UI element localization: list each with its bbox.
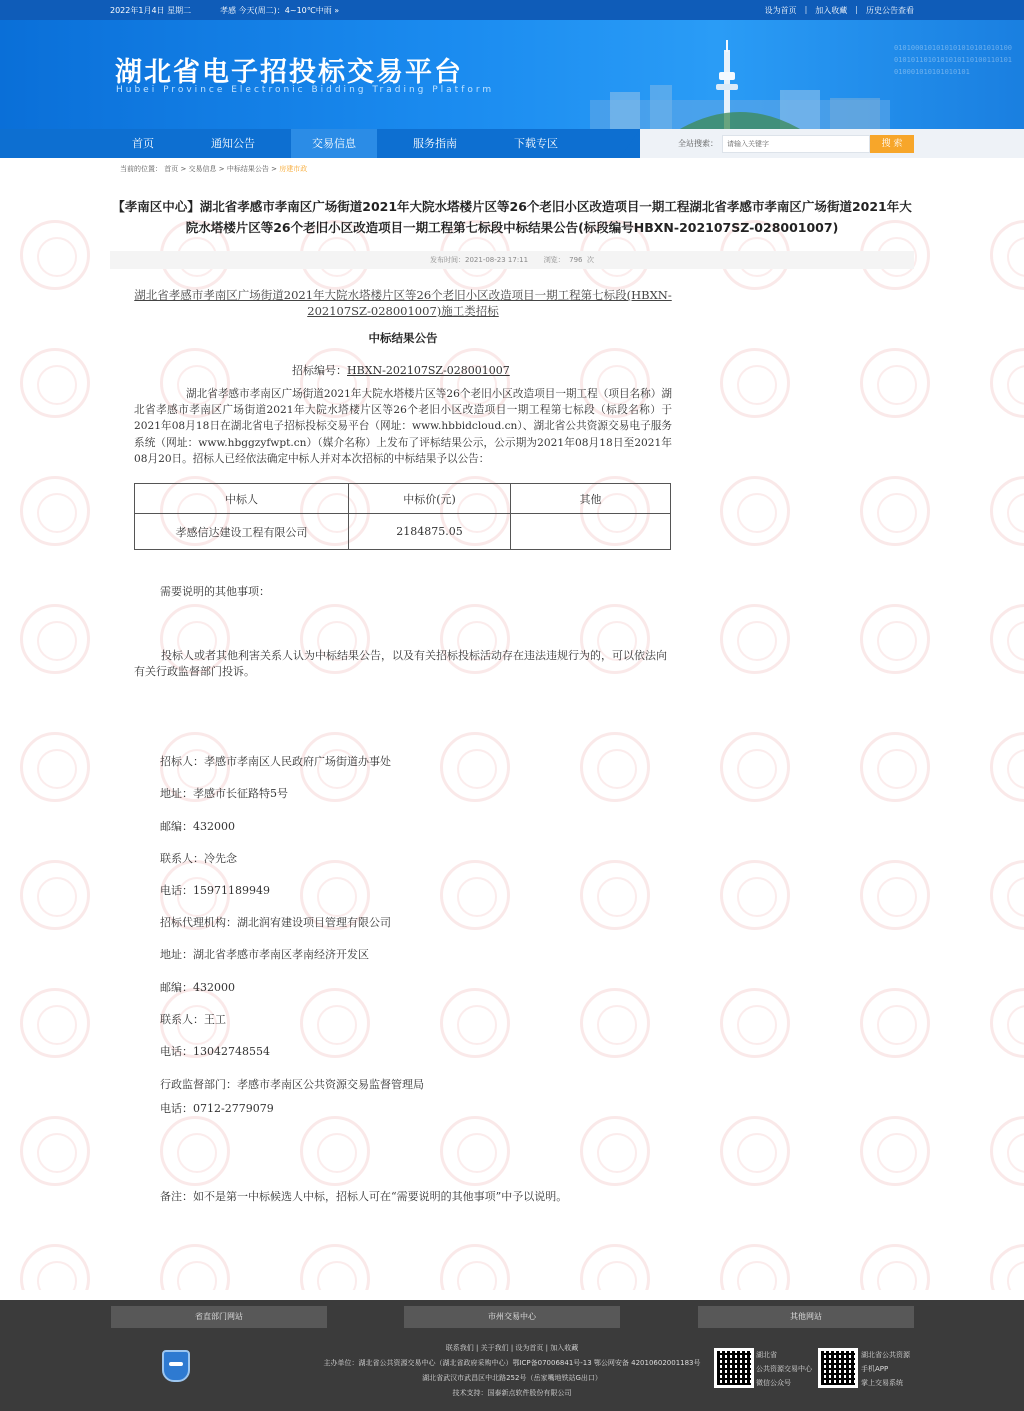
watermark-seal-icon [990, 220, 1024, 290]
table-header-price: 中标价(元) [349, 484, 511, 514]
contact-line: 地址：湖北省孝感市孝南区孝南经济开发区 [160, 948, 369, 961]
body-title: 湖北省孝感市孝南区广场街道2021年大院水塔楼片区等26个老旧小区改造项目一期工程第七标段(HBXN-202107SZ-028001007)施工类招标 [134, 288, 672, 318]
table-cell-price: 2184875.05 [349, 514, 511, 550]
watermark-seal-icon [20, 1244, 90, 1290]
watermark-seal-icon [300, 1244, 370, 1290]
watermark-seal-icon [860, 1116, 930, 1186]
wechat-qr-code [714, 1348, 754, 1388]
nav-downloads[interactable]: 下载专区 [514, 137, 558, 150]
watermark-seal-icon [440, 1244, 510, 1290]
watermark-seal-icon [440, 860, 510, 930]
contact-line: 电话：0712-2779079 [160, 1102, 274, 1115]
search-button[interactable]: 搜 索 [870, 135, 914, 153]
table-cell-winner: 孝感信达建设工程有限公司 [135, 514, 349, 550]
breadcrumb-home[interactable]: 首页 [164, 165, 179, 173]
watermark-seal-icon [300, 1116, 370, 1186]
contact-line: 邮编：432000 [160, 820, 235, 833]
watermark-seal-icon [720, 1116, 790, 1186]
views-unit: 次 [586, 256, 594, 264]
complaint-paragraph: 投标人或者其他利害关系人认为中标结果公告，以及有关招标投标活动存在违法违规行为的，可以依法向有关行政监督部门投诉。 [134, 649, 667, 678]
nav-slant-decoration [620, 129, 640, 158]
watermark-seal-icon [20, 348, 90, 418]
qr1-label-line: 公共资源交易中心 [756, 1365, 812, 1373]
watermark-seal-icon [440, 988, 510, 1058]
result-table [134, 483, 671, 550]
watermark-seal-icon [160, 1116, 230, 1186]
contact-line: 电话：13042748554 [160, 1045, 270, 1058]
watermark-seal-icon [860, 604, 930, 674]
footer-support: 技术支持：国泰新点软件股份有限公司 [452, 1389, 572, 1397]
table-header-winner: 中标人 [135, 484, 349, 514]
watermark-seal-icon [860, 732, 930, 802]
search-label: 全站搜索： [678, 139, 718, 148]
city-centers-box[interactable]: 市州交易中心 [404, 1306, 620, 1328]
publish-time: 2021-08-23 17:11 [465, 256, 529, 264]
qr1-label-line: 湖北省 [756, 1351, 777, 1359]
top-bar [0, 0, 1024, 20]
qr2-label-line: 掌上交易系统 [861, 1379, 903, 1387]
watermark-seal-icon [20, 860, 90, 930]
watermark-seal-icon [990, 860, 1024, 930]
breadcrumb-current: 房建市政 [279, 165, 308, 173]
qr1-label-line: 微信公众号 [756, 1379, 791, 1387]
watermark-seal-icon [720, 348, 790, 418]
views-count: 796 [569, 256, 583, 264]
watermark-seal-icon [20, 988, 90, 1058]
watermark-seal-icon [860, 988, 930, 1058]
watermark-seal-icon [580, 732, 650, 802]
contact-line: 电话：15971189949 [160, 884, 270, 897]
app-qr-code [818, 1348, 858, 1388]
top-links [765, 5, 914, 16]
watermark-seal-icon [440, 1116, 510, 1186]
set-homepage-link[interactable]: 设为首页 [764, 6, 797, 15]
watermark-seal-icon [990, 348, 1024, 418]
separator: | [804, 5, 808, 14]
site-footer [0, 1300, 1024, 1411]
watermark-seal-icon [580, 1244, 650, 1290]
contact-line: 招标代理机构：湖北润宥建设项目管理有限公司 [160, 916, 391, 929]
qr2-label-line: 手机APP [861, 1365, 889, 1373]
breadcrumb-result-notice[interactable]: 中标结果公告 [226, 165, 269, 173]
watermark-seal-icon [580, 988, 650, 1058]
site-subtitle: Hubei Province Electronic Bidding Trading Platform [116, 85, 495, 95]
other-sites-box[interactable]: 其他网站 [698, 1306, 914, 1328]
contact-line: 邮编：432000 [160, 981, 235, 994]
breadcrumb [120, 164, 307, 174]
remark-line: 备注：如不是第一中标候选人中标，招标人可在“需要说明的其他事项”中予以说明。 [160, 1190, 568, 1203]
watermark-seal-icon [720, 476, 790, 546]
provincial-sites-box[interactable]: 省直部门网站 [111, 1306, 327, 1328]
bid-number-label: 招标编号： [292, 364, 347, 377]
binary-decoration: 01010001010101010101010101000101011010101010110100110101010001010101010101 [894, 44, 1013, 76]
footer-sponsor: 主办单位：湖北省公共资源交易中心（湖北省政府采购中心）鄂ICP备07006841号-13 鄂公网安备 42010602001183号 [323, 1359, 701, 1367]
qr2-label [861, 1348, 910, 1390]
contact-line: 联系人：王工 [160, 1013, 226, 1026]
footer-links[interactable]: 联系我们 | 关于我们 | 设为首页 | 加入收藏 [445, 1344, 579, 1352]
nav-home[interactable]: 首页 [132, 137, 154, 150]
history-notice-link[interactable]: 历史公告查看 [866, 6, 914, 15]
nav-trade-info[interactable]: 交易信息 [291, 129, 377, 158]
contact-line: 联系人：冷先念 [160, 852, 237, 865]
watermark-seal-icon [990, 604, 1024, 674]
table-row [135, 514, 671, 550]
announcement-paragraph: 湖北省孝感市孝南区广场街道2021年大院水塔楼片区等26个老旧小区改造项目一期工程（项目名称）湖北省孝感市孝南区广场街道2021年大院水塔楼片区等26个老旧小区改造项目一期工程第七标段（标段名称）于2021年08月18日在湖北省电子招标投标交易平台（网址：www.hbbidcloud.cn）、湖北省公共资源交易电子服务系统（网址：www.hbggzyfwpt.cn）（媒介名称）上发布了评标结果公示，公示期为2021年08月18日至2021年08月20日。招标人已经依法确定中标人并对本次招标的中标结果予以公告： [134, 388, 672, 465]
government-badge-icon[interactable] [162, 1350, 190, 1382]
table-header-other: 其他 [511, 484, 671, 514]
watermark-seal-icon [860, 860, 930, 930]
watermark-seal-icon [580, 860, 650, 930]
site-banner [0, 20, 1024, 129]
city-tower-illustration [590, 40, 890, 129]
add-favorite-link[interactable]: 加入收藏 [815, 6, 848, 15]
article-title: 【孝南区中心】湖北省孝感市孝南区广场街道2021年大院水塔楼片区等26个老旧小区改造项目一期工程湖北省孝感市孝南区广场街道2021年大院水塔楼片区等26个老旧小区改造项目一期工程第七标段中标结果公告(标段编号HBXN-202107SZ-028001007) [112, 199, 912, 235]
bid-number [292, 362, 510, 378]
watermark-seal-icon [720, 604, 790, 674]
contact-line: 地址：孝感市长征路特5号 [160, 787, 288, 800]
contact-line: 行政监督部门：孝感市孝南区公共资源交易监督管理局 [160, 1078, 424, 1091]
watermark-seal-icon [20, 604, 90, 674]
breadcrumb-prefix: 当前的位置： [120, 165, 162, 173]
breadcrumb-trade-info[interactable]: 交易信息 [188, 165, 217, 173]
watermark-seal-icon [300, 988, 370, 1058]
watermark-seal-icon [440, 732, 510, 802]
separator: | [855, 5, 858, 14]
breadcrumb-sep: > [218, 165, 227, 173]
breadcrumb-sep: > [180, 165, 189, 173]
views-label: 浏览： [543, 256, 565, 264]
table-cell-other [511, 514, 671, 550]
current-date: 2022年1月4日 星期二 [110, 6, 192, 15]
other-notes-heading: 需要说明的其他事项： [160, 585, 270, 598]
breadcrumb-sep: > [271, 165, 280, 173]
footer-address: 湖北省武汉市武昌区中北路252号（岳家嘴地铁站G出口） [422, 1374, 602, 1382]
nav-notices[interactable]: 通知公告 [211, 137, 255, 150]
watermark-background [0, 180, 1024, 1290]
watermark-seal-icon [720, 1244, 790, 1290]
watermark-seal-icon [20, 1116, 90, 1186]
table-header-row [135, 484, 671, 514]
nav-service-guide[interactable]: 服务指南 [413, 137, 457, 150]
watermark-seal-icon [860, 348, 930, 418]
watermark-seal-icon [990, 1244, 1024, 1290]
contact-line: 招标人：孝感市孝南区人民政府广场街道办事处 [160, 755, 391, 768]
site-title: 湖北省电子招投标交易平台 [115, 57, 463, 88]
watermark-seal-icon [860, 476, 930, 546]
watermark-seal-icon [720, 860, 790, 930]
watermark-seal-icon [990, 476, 1024, 546]
watermark-seal-icon [990, 732, 1024, 802]
body-subtitle: 中标结果公告 [368, 331, 438, 345]
watermark-seal-icon [20, 732, 90, 802]
watermark-seal-icon [860, 1244, 930, 1290]
search-input[interactable]: 请输入关键字 [722, 135, 870, 153]
article-meta [110, 251, 914, 269]
watermark-seal-icon [20, 220, 90, 290]
watermark-seal-icon [990, 988, 1024, 1058]
watermark-seal-icon [720, 988, 790, 1058]
qr2-label-line: 湖北省公共资源 [861, 1351, 910, 1359]
publish-label: 发布时间： [430, 256, 466, 264]
watermark-seal-icon [720, 732, 790, 802]
watermark-seal-icon [580, 1116, 650, 1186]
watermark-seal-icon [20, 476, 90, 546]
bid-number-value: HBXN-202107SZ-028001007 [347, 364, 510, 377]
watermark-seal-icon [990, 1116, 1024, 1186]
main-nav [0, 129, 1024, 158]
watermark-seal-icon [160, 1244, 230, 1290]
qr1-label [756, 1348, 812, 1390]
weather-info[interactable]: 孝感 今天(周二)：4~10℃中雨 » [220, 6, 340, 15]
site-search [640, 129, 1024, 158]
